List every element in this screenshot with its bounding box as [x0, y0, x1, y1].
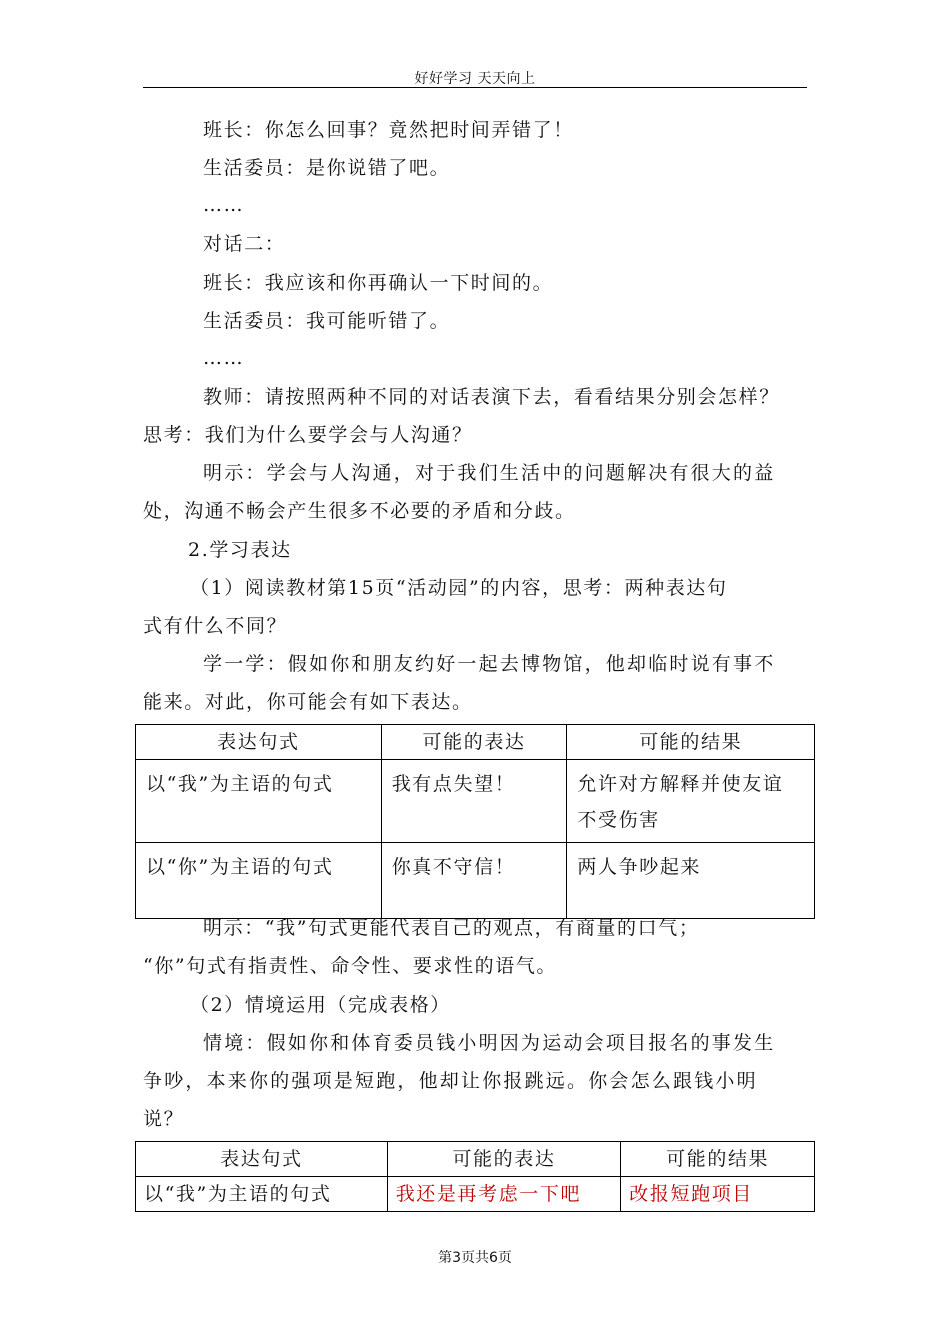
table-header-cell: 表达句式 — [136, 725, 382, 760]
table-cell: 允许对方解释并使友谊不受伤害 — [567, 760, 815, 843]
dialogue-line: 生活委员：是你说错了吧。 — [203, 157, 451, 179]
paragraph-line: （1）阅读教材第15页“活动园”的内容，思考：两种表达句 — [190, 577, 728, 599]
table-row — [136, 843, 815, 919]
answer-cell: 改报短跑项目 — [621, 1177, 815, 1212]
table-row — [136, 1177, 815, 1212]
table-header-row — [136, 725, 815, 760]
section-heading: （2）情境运用（完成表格） — [190, 994, 451, 1016]
dialogue-line: 生活委员：我可能听错了。 — [203, 310, 451, 332]
paragraph-line: 能来。对此，你可能会有如下表达。 — [143, 691, 473, 713]
dialogue-line: 班长：你怎么回事？竟然把时间弄错了！ — [203, 119, 574, 141]
table-header-row — [136, 1142, 815, 1177]
dialogue-line: 班长：我应该和你再确认一下时间的。 — [203, 272, 554, 294]
dialogue-heading: 对话二： — [203, 233, 286, 255]
expression-table-2 — [135, 1141, 815, 1212]
paragraph-line: 学一学：假如你和朋友约好一起去博物馆，他却临时说有事不 — [203, 653, 776, 675]
table-header-cell: 可能的表达 — [387, 1142, 621, 1177]
table-cell: 我有点失望！ — [381, 760, 567, 843]
paragraph-line: 争吵，本来你的强项是短跑，他却让你报跳远。你会怎么跟钱小明 — [143, 1070, 758, 1092]
paragraph-line: 情境：假如你和体育委员钱小明因为运动会项目报名的事发生 — [203, 1032, 776, 1054]
table-cell: 以“我”为主语的句式 — [136, 760, 382, 843]
ellipsis: …… — [203, 194, 245, 216]
paragraph-line: 明示：“我”句式更能代表自己的观点，有商量的口气； — [203, 917, 700, 939]
table-header-cell: 可能的表达 — [381, 725, 567, 760]
paragraph-line: 说？ — [143, 1108, 185, 1130]
page-header: 好好学习 天天向上 — [414, 71, 536, 87]
paragraph-line: “你”句式有指责性、命令性、要求性的语气。 — [143, 955, 558, 977]
page-number: 第3页共6页 — [438, 1250, 512, 1266]
ellipsis: …… — [203, 347, 245, 369]
paragraph-line: 教师：请按照两种不同的对话表演下去，看看结果分别会怎样？ — [203, 386, 780, 408]
table-header-cell: 可能的结果 — [621, 1142, 815, 1177]
answer-cell: 我还是再考虑一下吧 — [387, 1177, 621, 1212]
table-cell: 以“你”为主语的句式 — [136, 843, 382, 919]
expression-table-1 — [135, 724, 815, 919]
table-cell: 两人争吵起来 — [567, 843, 815, 919]
table-cell: 你真不守信！ — [381, 843, 567, 919]
paragraph-line: 思考：我们为什么要学会与人沟通？ — [143, 424, 473, 446]
paragraph-line: 式有什么不同？ — [143, 615, 288, 637]
section-heading: 2.学习表达 — [188, 539, 292, 561]
table-header-cell: 表达句式 — [136, 1142, 388, 1177]
header-divider — [143, 87, 807, 88]
table-row — [136, 760, 815, 843]
paragraph-line: 处，沟通不畅会产生很多不必要的矛盾和分歧。 — [143, 500, 576, 522]
table-cell: 以“我”为主语的句式 — [136, 1177, 388, 1212]
table-header-cell: 可能的结果 — [567, 725, 815, 760]
paragraph-line: 明示：学会与人沟通，对于我们生活中的问题解决有很大的益 — [203, 462, 776, 484]
